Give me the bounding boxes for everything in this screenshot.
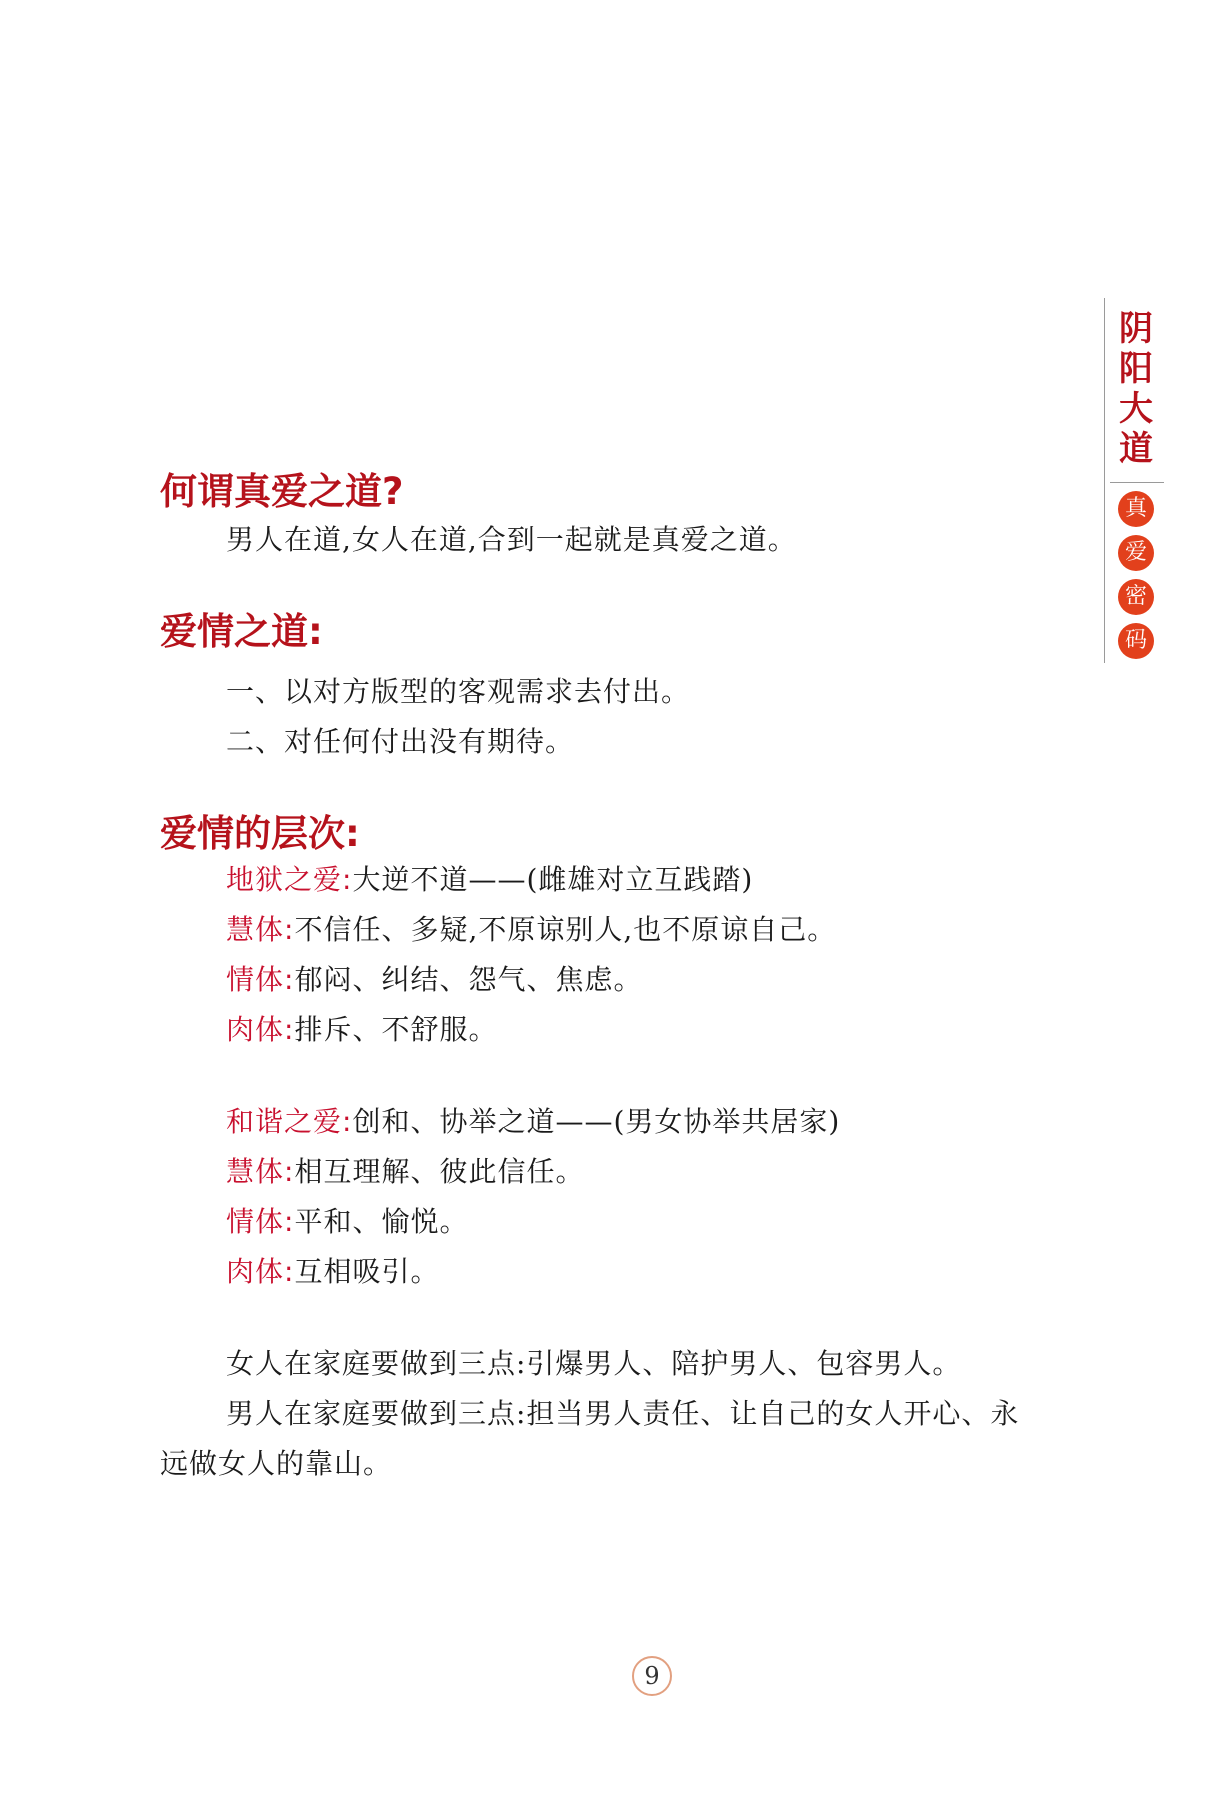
side-tab-title-char: 阳 bbox=[1119, 349, 1153, 389]
paragraph-man-family: 男人在家庭要做到三点:担当男人责任、让自己的女人开心、永 bbox=[226, 1397, 1020, 1430]
text-emotion-body: 平和、愉悦。 bbox=[294, 1205, 469, 1238]
label-harmony-love: 和谐之爱: bbox=[226, 1105, 353, 1138]
label-physical-body: 肉体: bbox=[226, 1255, 295, 1288]
text-harmony-love: 创和、协举之道——(男女协举共居家) bbox=[352, 1105, 841, 1138]
hell-physical-line bbox=[160, 1012, 1090, 1048]
label-physical-body: 肉体: bbox=[226, 1013, 295, 1046]
side-tab-circle-char: 密 bbox=[1118, 579, 1154, 615]
side-tab-title bbox=[1108, 298, 1164, 468]
side-tab bbox=[1108, 298, 1164, 659]
page-content bbox=[160, 470, 1090, 1482]
list-item: 一、以对方版型的客观需求去付出。 bbox=[226, 675, 691, 708]
hell-emotion-line bbox=[160, 962, 1090, 998]
side-tab-circle-char: 爱 bbox=[1118, 535, 1154, 571]
list-item: 二、对任何付出没有期待。 bbox=[226, 725, 575, 758]
side-tab-rule bbox=[1104, 298, 1105, 663]
hell-love-line bbox=[160, 862, 1090, 898]
label-hell-love: 地狱之爱: bbox=[226, 863, 353, 896]
page-number: 9 bbox=[632, 1656, 672, 1696]
harmony-love-line bbox=[160, 1104, 1090, 1140]
label-emotion-body: 情体: bbox=[226, 963, 295, 996]
heading-way-of-love: 爱情之道: bbox=[160, 610, 323, 653]
harmony-wisdom-line bbox=[160, 1154, 1090, 1190]
text-hell-love: 大逆不道——(雌雄对立互践踏) bbox=[352, 863, 754, 896]
paragraph-man-family-continued: 远做女人的靠山。 bbox=[160, 1447, 393, 1480]
label-wisdom-body: 慧体: bbox=[226, 913, 295, 946]
paragraph-what-is-true-love: 男人在道,女人在道,合到一起就是真爱之道。 bbox=[226, 523, 797, 556]
label-wisdom-body: 慧体: bbox=[226, 1155, 295, 1188]
label-emotion-body: 情体: bbox=[226, 1205, 295, 1238]
heading-what-is-true-love: 何谓真爱之道? bbox=[160, 470, 404, 513]
harmony-physical-line bbox=[160, 1254, 1090, 1290]
side-tab-title-char: 阴 bbox=[1119, 309, 1153, 349]
side-tab-divider bbox=[1110, 482, 1164, 483]
hell-wisdom-line bbox=[160, 912, 1090, 948]
harmony-emotion-line bbox=[160, 1204, 1090, 1240]
side-tab-circle-char: 真 bbox=[1118, 491, 1154, 527]
heading-levels-of-love: 爱情的层次: bbox=[160, 812, 360, 855]
text-wisdom-body: 相互理解、彼此信任。 bbox=[294, 1155, 585, 1188]
side-tab-title-char: 道 bbox=[1119, 429, 1153, 469]
paragraph-woman-family: 女人在家庭要做到三点:引爆男人、陪护男人、包容男人。 bbox=[226, 1347, 962, 1380]
text-wisdom-body: 不信任、多疑,不原谅别人,也不原谅自己。 bbox=[294, 913, 837, 946]
text-physical-body: 互相吸引。 bbox=[294, 1255, 440, 1288]
side-tab-title-char: 大 bbox=[1119, 389, 1153, 429]
side-tab-circles bbox=[1108, 491, 1164, 659]
text-physical-body: 排斥、不舒服。 bbox=[294, 1013, 498, 1046]
side-tab-circle-char: 码 bbox=[1118, 623, 1154, 659]
text-emotion-body: 郁闷、纠结、怨气、焦虑。 bbox=[294, 963, 643, 996]
